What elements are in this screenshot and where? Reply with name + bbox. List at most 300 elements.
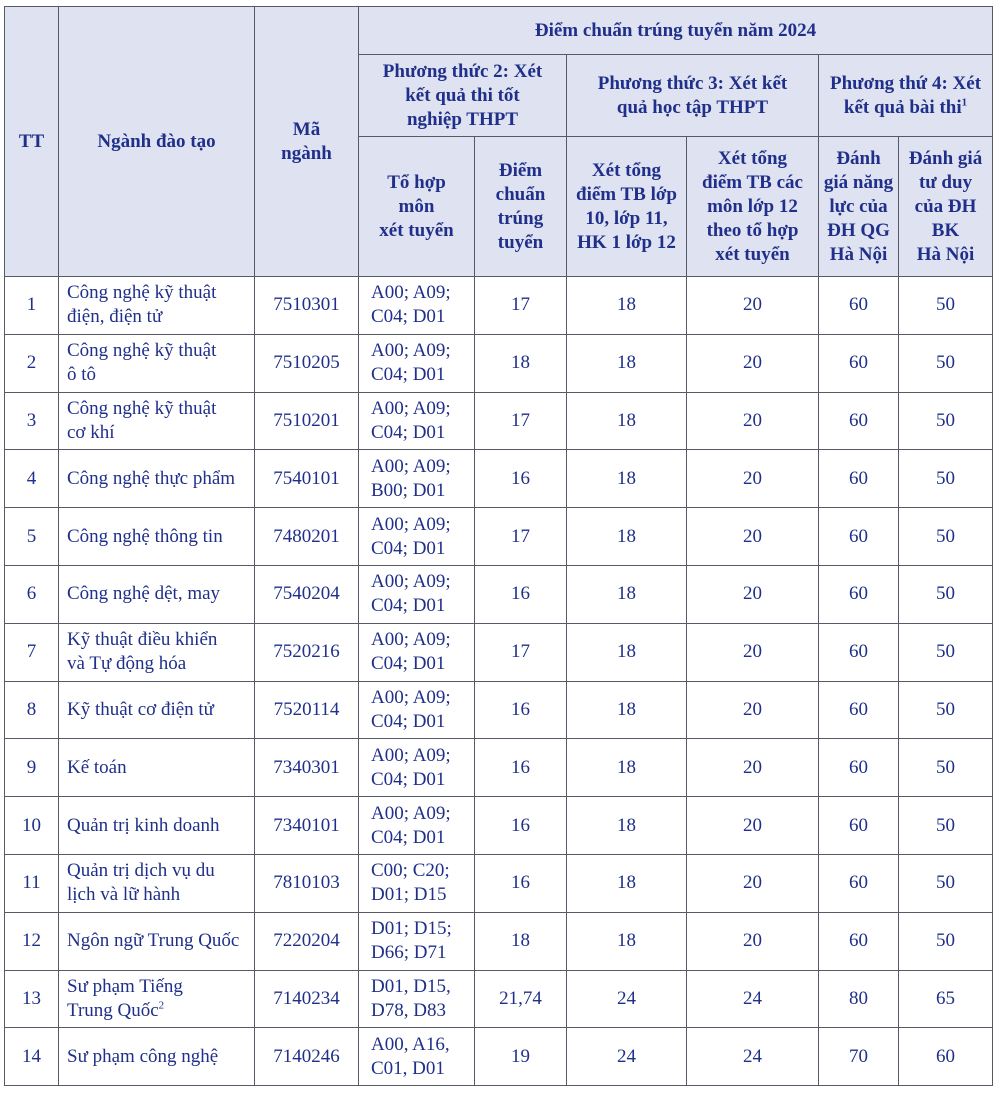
vnu-score: 60 xyxy=(849,525,868,547)
header-hust-thinking-line5: Hà Nội xyxy=(916,243,975,265)
cutoff-score: 17 xyxy=(511,525,530,547)
header-method-3 xyxy=(567,55,819,137)
hust-score: 50 xyxy=(936,467,956,489)
grade12-score: 24 xyxy=(743,1045,762,1067)
major-code: 7510201 xyxy=(273,409,340,431)
major-code: 7480201 xyxy=(273,525,340,547)
table-body xyxy=(5,277,993,1086)
cell-grade12 xyxy=(687,681,819,739)
major-code: 7340301 xyxy=(273,756,340,778)
cell-tt xyxy=(5,912,59,970)
major-name-line: Công nghệ kỹ thuật xyxy=(67,282,217,304)
cell-gpa-total xyxy=(567,450,687,508)
table-row xyxy=(5,334,993,392)
table-row xyxy=(5,681,993,739)
cell-code xyxy=(255,797,359,855)
cell-code xyxy=(255,450,359,508)
cell-vnu xyxy=(819,508,899,566)
row-number: 10 xyxy=(22,814,41,836)
major-name-line: ô tô xyxy=(67,364,97,386)
header-method-2-line2: kết quả thi tốt xyxy=(405,84,520,106)
cell-cutoff xyxy=(475,1028,567,1086)
major-name-line: Sư phạm Tiếng xyxy=(67,975,183,997)
subject-combo-line: D01; D15; xyxy=(371,918,452,940)
header-hust-thinking-line4: BK xyxy=(931,219,960,241)
header-code xyxy=(255,7,359,277)
cell-cutoff xyxy=(475,797,567,855)
hust-score: 65 xyxy=(936,987,956,1009)
row-number: 8 xyxy=(26,698,37,720)
vnu-score: 60 xyxy=(849,352,868,374)
major-name-line: và Tự động hóa xyxy=(67,653,187,675)
header-cutoff-score-line1: Điểm xyxy=(498,159,543,181)
subject-combo-line: C04; D01 xyxy=(371,537,446,559)
header-tt: TT xyxy=(5,7,59,277)
cell-grade12 xyxy=(687,1028,819,1086)
cell-cutoff xyxy=(475,450,567,508)
cell-code xyxy=(255,912,359,970)
hust-score: 50 xyxy=(936,872,956,894)
subject-combo-line: A00; A09; xyxy=(371,397,451,419)
table-row xyxy=(5,1028,993,1086)
grade12-score: 20 xyxy=(743,930,762,952)
row-number: 13 xyxy=(22,987,41,1009)
cell-code xyxy=(255,681,359,739)
header-subject-combination-line3: xét tuyển xyxy=(379,219,454,241)
table-row xyxy=(5,739,993,797)
cell-hust xyxy=(899,912,993,970)
cell-combo xyxy=(359,854,475,912)
cell-gpa-total xyxy=(567,508,687,566)
header-cutoff-score-line2: chuẩn xyxy=(495,183,546,205)
cell-gpa-total xyxy=(567,277,687,335)
header-grade12-combo-line4: theo tổ hợp xyxy=(706,219,799,241)
cell-cutoff xyxy=(475,623,567,681)
cell-major xyxy=(59,277,255,335)
subject-combo-line: D01, D15, xyxy=(371,975,451,997)
cell-major xyxy=(59,970,255,1028)
cell-hust xyxy=(899,1028,993,1086)
subject-combo-line: A00; A09; xyxy=(371,340,451,362)
header-subject-combination xyxy=(359,137,475,277)
cell-major xyxy=(59,565,255,623)
header-gpa-total-line4: HK 1 lớp 12 xyxy=(577,231,676,253)
cell-combo xyxy=(359,623,475,681)
subject-combo-line: A00; A09; xyxy=(371,686,451,708)
grade12-score: 24 xyxy=(743,987,762,1009)
table-row xyxy=(5,623,993,681)
cell-gpa-total xyxy=(567,970,687,1028)
cell-cutoff xyxy=(475,854,567,912)
cell-gpa-total xyxy=(567,797,687,855)
cell-cutoff xyxy=(475,392,567,450)
cell-vnu xyxy=(819,623,899,681)
cell-major xyxy=(59,392,255,450)
major-code: 7520114 xyxy=(273,698,340,720)
cell-cutoff xyxy=(475,970,567,1028)
subject-combo-line: C04; D01 xyxy=(371,306,446,328)
cell-hust xyxy=(899,450,993,508)
header-method-2-line1: Phương thức 2: Xét xyxy=(382,60,543,82)
cell-cutoff xyxy=(475,739,567,797)
major-code: 7140234 xyxy=(273,987,340,1009)
cell-cutoff xyxy=(475,912,567,970)
gpa-total-score: 18 xyxy=(617,930,636,952)
table-row xyxy=(5,277,993,335)
cell-code xyxy=(255,565,359,623)
cell-vnu xyxy=(819,854,899,912)
hust-score: 60 xyxy=(936,1045,956,1067)
cell-code xyxy=(255,334,359,392)
major-name-line: Ngôn ngữ Trung Quốc xyxy=(67,930,240,952)
row-number: 6 xyxy=(26,583,37,605)
cell-major xyxy=(59,854,255,912)
grade12-score: 20 xyxy=(743,409,762,431)
cell-combo xyxy=(359,739,475,797)
subject-combo-line: C04; D01 xyxy=(371,595,446,617)
cell-tt xyxy=(5,392,59,450)
major-name-line: Công nghệ kỹ thuật xyxy=(67,397,217,419)
cell-hust xyxy=(899,565,993,623)
vnu-score: 60 xyxy=(849,930,868,952)
vnu-score: 60 xyxy=(849,872,868,894)
header-cutoff-score xyxy=(475,137,567,277)
major-name-line: Sư phạm công nghệ xyxy=(67,1045,219,1067)
header-grade12-combo-line2: điểm TB các xyxy=(702,171,803,193)
cell-combo xyxy=(359,970,475,1028)
subject-combo-line: A00; A09; xyxy=(371,629,451,651)
cell-combo xyxy=(359,912,475,970)
vnu-score: 60 xyxy=(849,814,868,836)
gpa-total-score: 18 xyxy=(617,872,636,894)
cell-major xyxy=(59,508,255,566)
cell-combo xyxy=(359,508,475,566)
table-row xyxy=(5,797,993,855)
major-name-line: Trung Quốc xyxy=(67,999,159,1021)
footnote-marker-1: 1 xyxy=(961,96,968,109)
header-grade12-combo-line5: xét tuyển xyxy=(715,243,790,265)
gpa-total-score: 18 xyxy=(617,583,636,605)
hust-score: 50 xyxy=(936,814,956,836)
major-name-line: cơ khí xyxy=(67,421,115,443)
cell-combo xyxy=(359,565,475,623)
cutoff-score: 16 xyxy=(511,814,530,836)
grade12-score: 20 xyxy=(743,525,762,547)
subject-combo-line: C04; D01 xyxy=(371,653,446,675)
gpa-total-score: 18 xyxy=(617,467,636,489)
subject-combo-line: A00; A09; xyxy=(371,744,451,766)
cell-major xyxy=(59,334,255,392)
cutoff-score: 17 xyxy=(511,641,530,663)
major-name-line: Công nghệ thông tin xyxy=(67,525,223,547)
header-code-line1: Mã xyxy=(292,118,321,140)
cell-hust xyxy=(899,508,993,566)
gpa-total-score: 18 xyxy=(617,294,636,316)
cutoff-score: 21,74 xyxy=(499,987,542,1009)
major-name-line: Kỹ thuật điều khiển xyxy=(67,629,218,651)
hust-score: 50 xyxy=(936,583,956,605)
subject-combo-line: C04; D01 xyxy=(371,710,446,732)
vnu-score: 60 xyxy=(849,583,868,605)
cell-gpa-total xyxy=(567,854,687,912)
cutoff-score: 17 xyxy=(511,409,530,431)
cutoff-score: 16 xyxy=(511,698,530,720)
cutoff-score: 18 xyxy=(511,930,530,952)
header-gpa-total-line2: điểm TB lớp xyxy=(576,183,677,205)
header-gpa-total-line1: Xét tổng xyxy=(591,159,662,181)
cell-grade12 xyxy=(687,854,819,912)
hust-score: 50 xyxy=(936,294,956,316)
cutoff-score: 19 xyxy=(511,1045,530,1067)
table-row xyxy=(5,970,993,1028)
cell-hust xyxy=(899,854,993,912)
grade12-score: 20 xyxy=(743,641,762,663)
header-subject-combination-line2: môn xyxy=(398,195,435,217)
subject-combo-line: C00; C20; xyxy=(371,860,450,882)
major-code: 7140246 xyxy=(273,1045,340,1067)
gpa-total-score: 24 xyxy=(617,1045,636,1067)
cell-vnu xyxy=(819,277,899,335)
cell-cutoff xyxy=(475,565,567,623)
cutoff-score: 16 xyxy=(511,872,530,894)
cell-code xyxy=(255,970,359,1028)
grade12-score: 20 xyxy=(743,872,762,894)
footnote-marker-2: 2 xyxy=(158,999,165,1012)
grade12-score: 20 xyxy=(743,294,762,316)
row-number: 2 xyxy=(26,352,37,374)
subject-combo-line: B00; D01 xyxy=(371,479,446,501)
cell-code xyxy=(255,277,359,335)
table-row xyxy=(5,392,993,450)
cutoff-score: 16 xyxy=(511,756,530,778)
gpa-total-score: 18 xyxy=(617,641,636,663)
hust-score: 50 xyxy=(936,352,956,374)
subject-combo-line: D66; D71 xyxy=(371,942,447,964)
grade12-score: 20 xyxy=(743,698,762,720)
gpa-total-score: 18 xyxy=(617,525,636,547)
cutoff-score: 16 xyxy=(511,583,530,605)
gpa-total-score: 24 xyxy=(617,987,636,1009)
cell-tt xyxy=(5,277,59,335)
cell-grade12 xyxy=(687,508,819,566)
cell-grade12 xyxy=(687,450,819,508)
gpa-total-score: 18 xyxy=(617,814,636,836)
table-row xyxy=(5,565,993,623)
subject-combo-line: D78, D83 xyxy=(371,999,446,1021)
subject-combo-line: C04; D01 xyxy=(371,768,446,790)
header-cutoff-score-line4: tuyển xyxy=(497,231,544,253)
cutoff-score: 17 xyxy=(511,294,530,316)
cell-cutoff xyxy=(475,334,567,392)
major-code: 7220204 xyxy=(273,930,340,952)
vnu-score: 80 xyxy=(849,987,868,1009)
subject-combo-line: A00; A09; xyxy=(371,513,451,535)
cell-vnu xyxy=(819,912,899,970)
gpa-total-score: 18 xyxy=(617,352,636,374)
cell-vnu xyxy=(819,970,899,1028)
grade12-score: 20 xyxy=(743,583,762,605)
cell-tt xyxy=(5,334,59,392)
subject-combo-line: A00; A09; xyxy=(371,571,451,593)
cell-gpa-total xyxy=(567,623,687,681)
admission-score-table xyxy=(4,6,993,1086)
cell-grade12 xyxy=(687,565,819,623)
table-row xyxy=(5,508,993,566)
header-grade12-combo-line3: môn lớp 12 xyxy=(707,195,798,217)
row-number: 4 xyxy=(26,467,37,489)
cell-hust xyxy=(899,623,993,681)
subject-combo-line: C04; D01 xyxy=(371,826,446,848)
subject-combo-line: A00; A09; xyxy=(371,802,451,824)
row-number: 9 xyxy=(26,756,37,778)
cell-code xyxy=(255,623,359,681)
cell-vnu xyxy=(819,797,899,855)
header-vnu-competency-line3: lực của xyxy=(829,195,888,217)
major-code: 7810103 xyxy=(273,872,340,894)
header-vnu-competency-line1: Đánh xyxy=(836,147,881,169)
cell-combo xyxy=(359,334,475,392)
cell-hust xyxy=(899,334,993,392)
major-name-line: lịch và lữ hành xyxy=(67,884,181,906)
cell-major xyxy=(59,450,255,508)
grade12-score: 20 xyxy=(743,467,762,489)
cell-vnu xyxy=(819,681,899,739)
cell-grade12 xyxy=(687,739,819,797)
cell-gpa-total xyxy=(567,392,687,450)
row-number: 14 xyxy=(22,1045,41,1067)
cell-major xyxy=(59,1028,255,1086)
cell-gpa-total xyxy=(567,739,687,797)
header-hust-thinking xyxy=(899,137,993,277)
cell-code xyxy=(255,854,359,912)
vnu-score: 60 xyxy=(849,294,868,316)
grade12-score: 20 xyxy=(743,756,762,778)
cell-major xyxy=(59,681,255,739)
cell-hust xyxy=(899,970,993,1028)
cell-grade12 xyxy=(687,970,819,1028)
row-number: 11 xyxy=(22,872,41,894)
major-code: 7540204 xyxy=(273,583,340,605)
vnu-score: 60 xyxy=(849,698,868,720)
header-code-line2: ngành xyxy=(281,142,332,164)
cell-vnu xyxy=(819,565,899,623)
cell-tt xyxy=(5,797,59,855)
cell-tt xyxy=(5,450,59,508)
header-method-4 xyxy=(819,55,993,137)
cell-tt xyxy=(5,854,59,912)
cell-gpa-total xyxy=(567,334,687,392)
major-name-line: Kế toán xyxy=(67,756,127,778)
cell-gpa-total xyxy=(567,681,687,739)
cell-combo xyxy=(359,392,475,450)
header-vnu-competency-line4: ĐH QG xyxy=(827,219,890,241)
cutoff-score: 16 xyxy=(511,467,530,489)
header-method-4-line2: kết quả bài thi xyxy=(843,96,962,118)
cell-tt xyxy=(5,565,59,623)
cell-hust xyxy=(899,681,993,739)
header-hust-thinking-line3: của ĐH xyxy=(914,195,977,217)
cell-vnu xyxy=(819,450,899,508)
hust-score: 50 xyxy=(936,930,956,952)
header-vnu-competency xyxy=(819,137,899,277)
cell-tt xyxy=(5,970,59,1028)
cell-gpa-total xyxy=(567,1028,687,1086)
header-year-title: Điểm chuẩn trúng tuyển năm 2024 xyxy=(359,7,993,55)
cell-gpa-total xyxy=(567,912,687,970)
subject-combo-line: C04; D01 xyxy=(371,421,446,443)
cell-vnu xyxy=(819,739,899,797)
header-method-2-line3: nghiệp THPT xyxy=(406,108,519,130)
major-code: 7340101 xyxy=(273,814,340,836)
header-grade12-combo-line1: Xét tổng xyxy=(717,147,788,169)
cell-tt xyxy=(5,739,59,797)
cell-hust xyxy=(899,739,993,797)
cell-code xyxy=(255,392,359,450)
vnu-score: 60 xyxy=(849,756,868,778)
row-number: 7 xyxy=(26,641,37,663)
header-hust-thinking-line1: Đánh giá xyxy=(908,147,983,169)
cell-combo xyxy=(359,450,475,508)
hust-score: 50 xyxy=(936,698,956,720)
table-row xyxy=(5,912,993,970)
header-vnu-competency-line2: giá năng xyxy=(823,171,894,193)
cell-grade12 xyxy=(687,623,819,681)
hust-score: 50 xyxy=(936,525,956,547)
header-gpa-total xyxy=(567,137,687,277)
grade12-score: 20 xyxy=(743,352,762,374)
cell-major xyxy=(59,912,255,970)
grade12-score: 20 xyxy=(743,814,762,836)
subject-combo-line: A00, A16, xyxy=(371,1033,450,1055)
major-code: 7510301 xyxy=(273,294,340,316)
major-name-line: Công nghệ kỹ thuật xyxy=(67,340,217,362)
subject-combo-line: A00; A09; xyxy=(371,455,451,477)
row-number: 3 xyxy=(26,409,37,431)
header-major: Ngành đào tạo xyxy=(59,7,255,277)
cell-vnu xyxy=(819,1028,899,1086)
cell-combo xyxy=(359,277,475,335)
cell-hust xyxy=(899,277,993,335)
major-name-line: điện, điện tử xyxy=(67,306,163,328)
cell-cutoff xyxy=(475,277,567,335)
vnu-score: 60 xyxy=(849,409,868,431)
table-row xyxy=(5,854,993,912)
cell-vnu xyxy=(819,334,899,392)
header-method-2 xyxy=(359,55,567,137)
major-name-line: Quản trị dịch vụ du xyxy=(67,860,215,882)
cell-combo xyxy=(359,1028,475,1086)
header-method-3-line1: Phương thức 3: Xét kết xyxy=(597,72,788,94)
cutoff-score: 18 xyxy=(511,352,530,374)
header-method-3-line2: quả học tập THPT xyxy=(616,96,769,118)
cell-grade12 xyxy=(687,392,819,450)
gpa-total-score: 18 xyxy=(617,409,636,431)
cell-hust xyxy=(899,392,993,450)
table-row xyxy=(5,450,993,508)
header-vnu-competency-line5: Hà Nội xyxy=(829,243,888,265)
cell-major xyxy=(59,797,255,855)
hust-score: 50 xyxy=(936,641,956,663)
subject-combo-line: C01, D01 xyxy=(371,1057,445,1079)
header-hust-thinking-line2: tư duy xyxy=(918,171,973,193)
cell-code xyxy=(255,1028,359,1086)
header-cutoff-score-line3: trúng xyxy=(497,207,544,229)
major-name-line: Quản trị kinh doanh xyxy=(67,814,220,836)
vnu-score: 60 xyxy=(849,467,868,489)
row-number: 12 xyxy=(22,930,41,952)
hust-score: 50 xyxy=(936,756,956,778)
cell-major xyxy=(59,739,255,797)
